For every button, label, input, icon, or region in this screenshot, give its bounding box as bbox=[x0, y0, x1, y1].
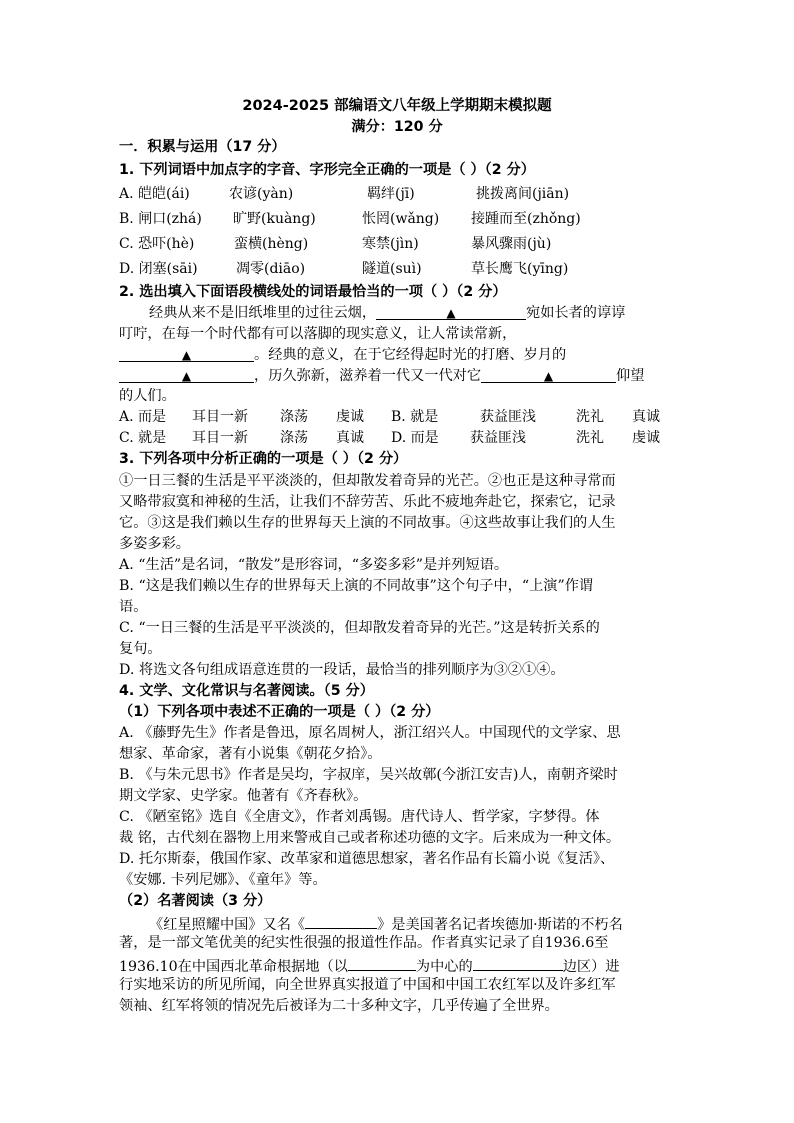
exam-score: 满分：120 分 bbox=[351, 119, 443, 135]
question-4-stem: 4. 文学、文化常识与名著阅读。（5 分） bbox=[119, 683, 374, 699]
triangle-marker: ▲ bbox=[181, 369, 192, 383]
passage-line: 著，是一部文笔优美的纪实性很强的报道性作品。作者真实记录了自1936.6至 bbox=[119, 935, 609, 951]
passage-text: 。经典的意义，在于它经得起时光的打磨、岁月的 bbox=[254, 347, 567, 363]
passage-line bbox=[119, 912, 623, 935]
text-line: B. “这是我们赖以生存的世界每天上演的不同故事”这个句子中，“上演”作谓 bbox=[119, 578, 594, 594]
passage-line bbox=[119, 366, 644, 386]
option-cell: 获益匪浅 bbox=[470, 430, 526, 446]
passage-text: ，历久弥新，滋养着一代又一代对它 bbox=[254, 368, 482, 384]
option-cell: 洗礼 bbox=[576, 409, 604, 425]
option-cell: 涤荡 bbox=[280, 430, 308, 446]
option-cell: 羁绊(jī) bbox=[367, 186, 415, 202]
text-line: D. 将选文各句组成语意连贯的一段话，最恰当的排列顺序为③②①④。 bbox=[119, 662, 565, 678]
option-cell: 旷野(kuàng) bbox=[233, 211, 316, 227]
passage-line: 领袖、红军将领的情况先后被译为二十多种文字，几乎传遍了全世界。 bbox=[119, 998, 559, 1014]
option-cell: C. 恐吓(hè) bbox=[119, 236, 195, 252]
triangle-marker: ▲ bbox=[446, 306, 456, 320]
option-cell: 接踵而至(zhǒng) bbox=[471, 211, 581, 227]
text-line: ①一日三餐的生活是平平淡淡的，但却散发着奇异的光芒。②也正是这种寻常而 bbox=[119, 473, 616, 489]
text-line: A. “生活”是名词，“散发”是形容词，“多姿多彩”是并列短语。 bbox=[119, 557, 509, 573]
question-1-stem: 1. 下列词语中加点字的字音、字形完全正确的一项是（ ）（2 分） bbox=[119, 162, 535, 178]
text-line: 期文学家、史学家。他著有《齐春秋》。 bbox=[119, 788, 368, 804]
option-cell: C. 就是 bbox=[119, 430, 167, 446]
option-cell: D. 闭塞(sāi) bbox=[119, 261, 198, 277]
option-cell: B. 闸口(zhá) bbox=[119, 211, 202, 227]
option-cell: 虔诚 bbox=[632, 430, 660, 446]
option-cell: 隧道(suì) bbox=[362, 261, 422, 277]
text-line: 它。③这是我们赖以生存的世界每天上演的不同故事。④这些故事让我们的人生 bbox=[119, 515, 616, 531]
option-cell: 蛮横(hèng) bbox=[234, 236, 309, 252]
option-cell: A. 而是 bbox=[119, 409, 167, 425]
question-3-stem: 3. 下列各项中分析正确的一项是（ ）（2 分） bbox=[119, 451, 408, 467]
passage-text: 为中心的 bbox=[415, 959, 473, 975]
answer-blank bbox=[119, 366, 254, 383]
question-2-stem: 2. 选出填入下面语段横线处的词语最恰当的一项（ ）（2 分） bbox=[119, 284, 507, 300]
passage-line: 的人们。 bbox=[119, 388, 176, 404]
option-cell: 涤荡 bbox=[280, 409, 308, 425]
text-line: 裁 铭，古代刻在器物上用来警戒自己或者称述功德的文字。后来成为一种文体。 bbox=[119, 830, 621, 846]
option-cell: 耳目一新 bbox=[192, 430, 248, 446]
answer-blank bbox=[376, 303, 526, 320]
passage-line bbox=[119, 954, 619, 977]
option-cell: D. 而是 bbox=[391, 430, 439, 446]
answer-blank[interactable] bbox=[305, 912, 377, 929]
option-cell: 洗礼 bbox=[576, 430, 604, 446]
text-line: A. 《藤野先生》作者是鲁迅，原名周树人，浙江绍兴人。中国现代的文学家、思 bbox=[119, 725, 621, 741]
passage-line: 行实地采访的所见所闻，向全世界真实报道了中国和中国工农红军以及许多红军 bbox=[119, 977, 616, 993]
text-line: 《安娜. 卡列尼娜》、《童年》等。 bbox=[119, 872, 327, 888]
passage-text: 仰望 bbox=[616, 368, 645, 384]
passage-text: 》是美国著名记者埃德加·斯诺的不朽名 bbox=[377, 917, 623, 933]
passage-line: 叮咛，在每一个时代都有可以落脚的现实意义，让人常读常新， bbox=[119, 326, 517, 342]
option-cell: 真诚 bbox=[336, 430, 364, 446]
question-4-sub2: （2）名著阅读（3 分） bbox=[119, 893, 272, 909]
passage-text: 《红星照耀中国》又名《 bbox=[149, 917, 306, 933]
option-cell: 怅罔(wǎng) bbox=[362, 211, 440, 227]
section-heading: 一．积累与运用（17 分） bbox=[119, 139, 286, 155]
option-cell: 凋零(diāo) bbox=[236, 261, 306, 277]
triangle-marker: ▲ bbox=[181, 348, 192, 362]
text-line: 想家、革命家，著有小说集《朝花夕拾》。 bbox=[119, 746, 382, 762]
text-line: C. “一日三餐的生活是平平淡淡的，但却散发着奇异的光芒。”这是转折关系的 bbox=[119, 620, 600, 636]
option-cell: 农谚(yàn) bbox=[229, 186, 294, 202]
answer-blank[interactable] bbox=[473, 954, 563, 971]
option-cell: A. 皑皑(ái) bbox=[119, 186, 190, 202]
answer-blank bbox=[481, 366, 616, 383]
option-cell: 暴风骤雨(jù) bbox=[471, 236, 552, 252]
passage-text: 边区）进 bbox=[562, 959, 620, 975]
triangle-marker: ▲ bbox=[543, 369, 554, 383]
exam-title: 2024-2025 部编语文八年级上学期期末模拟题 bbox=[242, 98, 552, 114]
option-cell: 寒禁(jìn) bbox=[362, 236, 419, 252]
answer-blank bbox=[119, 345, 254, 362]
passage-text: 宛如长者的谆谆 bbox=[526, 305, 626, 321]
question-4-sub1: （1）下列各项中表述不正确的一项是（ ）（2 分） bbox=[119, 704, 440, 720]
option-cell: 挑拨离间(jiān) bbox=[476, 186, 570, 202]
passage-line bbox=[119, 345, 566, 365]
option-cell: 耳目一新 bbox=[192, 409, 248, 425]
text-line: C. 《陋室铭》选自《全唐文》，作者刘禹锡。唐代诗人、哲学家，字梦得。体 bbox=[119, 809, 600, 825]
option-cell: 真诚 bbox=[632, 409, 660, 425]
text-line: 又略带寂寞和神秘的生活，让我们不辞劳苦、乐此不疲地奔赴它，探索它，记录 bbox=[119, 494, 616, 510]
option-cell: B. 就是 bbox=[391, 409, 439, 425]
passage-text: 经典从来不是旧纸堆里的过往云烟， bbox=[149, 305, 377, 321]
text-line: D. 托尔斯泰，俄国作家、改革家和道德思想家，著名作品有长篇小说《复活》、 bbox=[119, 851, 615, 867]
option-cell: 虔诚 bbox=[336, 409, 364, 425]
text-line: 多姿多彩。 bbox=[119, 536, 190, 552]
text-line: 语。 bbox=[119, 599, 148, 615]
passage-line bbox=[119, 303, 625, 323]
text-line: B. 《与朱元思书》作者是吴均，字叔庠，吴兴故鄣(今浙江安吉)人，南朝齐梁时 bbox=[119, 767, 618, 783]
option-cell: 草长鹰飞(yīng) bbox=[471, 261, 569, 277]
option-cell: 获益匪浅 bbox=[480, 409, 536, 425]
text-line: 复句。 bbox=[119, 641, 162, 657]
passage-text: 1936.10在中国西北革命根据地（以 bbox=[119, 959, 348, 975]
answer-blank[interactable] bbox=[348, 954, 416, 971]
